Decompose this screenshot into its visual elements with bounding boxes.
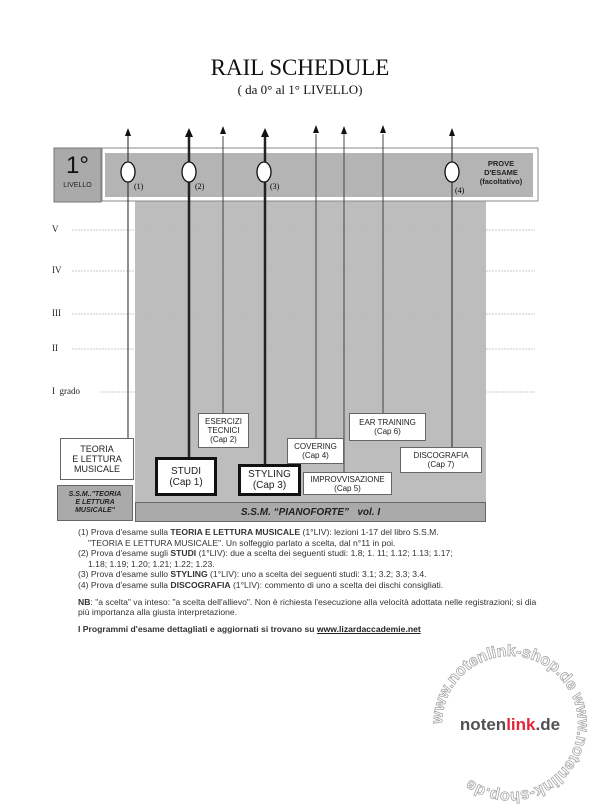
grade-label: I grado [52, 386, 80, 396]
box-line: STYLING [248, 469, 291, 480]
grade-label: V [52, 224, 59, 234]
box-line: TEORIA [80, 444, 114, 454]
note-1-cont: "TEORIA E LETTURA MUSICALE". Un solfeggio parlato a scelta, dal n°11 in poi. [88, 537, 396, 548]
note-text: (3) Prova d'esame sullo [78, 569, 171, 580]
box-covering [287, 438, 344, 464]
level-number: 1° [66, 152, 89, 179]
note-text: (1°LIV): due a scelta dei seguenti studi: 1.8; 1. 11; 1.12; 1.13; 1.17; [196, 548, 453, 559]
box-line: MUSICALE" [75, 507, 115, 514]
box-line: (Cap 7) [427, 460, 455, 469]
note-4 [78, 580, 538, 591]
box-styling [238, 464, 301, 496]
watermark-logo: notenlink.de [459, 715, 561, 734]
box-line: E LETTURA [72, 454, 122, 464]
marker-2: (2) [195, 182, 205, 191]
box-line: MUSICALE [73, 464, 120, 474]
note-nb [78, 597, 538, 618]
box-line: E LETTURA [75, 499, 115, 506]
page-title: RAIL SCHEDULE [210, 55, 390, 80]
note-text: (1) Prova d'esame sulla [78, 527, 171, 537]
note-bold: STUDI [170, 548, 197, 559]
box-line: COVERING [294, 442, 337, 451]
footer [78, 624, 538, 635]
box-line: DISCOGRAFIA [413, 451, 469, 460]
marker-4: (4) [455, 186, 465, 195]
box-line: ESERCIZI [205, 417, 242, 426]
arrow-icons [125, 125, 455, 137]
page-subtitle: ( da 0° al 1° LIVELLO) [237, 82, 363, 97]
nb-label: NB [78, 596, 91, 607]
box-ssm-pianoforte: S.S.M. “PIANOFORTE” vol. I [135, 502, 486, 522]
footer-link[interactable]: www.lizardaccademie.net [316, 623, 421, 634]
box-line: IMPROVVISAZIONE [310, 474, 385, 484]
box-line: STUDI [171, 465, 201, 477]
notes [78, 527, 538, 634]
box-line: (Cap 2) [210, 435, 237, 444]
box-line: S.S.M.."TEORIA [68, 491, 122, 498]
box-line: EAR TRAINING [359, 418, 416, 427]
note-bold: TEORIA E LETTURA MUSICALE [170, 527, 301, 537]
note-bold: STYLING [170, 569, 208, 580]
note-2 [78, 548, 538, 559]
note-bold: DISCOGRAFIA [170, 579, 231, 590]
exam-label [468, 159, 534, 186]
note-text: (1°LIV): uno a scelta dei seguenti studi: 3.1; 3.2; 3.3; 3.4. [207, 569, 427, 580]
exam-label-line: D'ESAME [484, 168, 518, 177]
note-text: (2) Prova d'esame sugli [78, 548, 171, 559]
box-discografia [400, 447, 482, 473]
marker-1: (1) [134, 182, 144, 191]
watermark [420, 638, 600, 809]
box-studi [155, 457, 217, 496]
footer-text: I Programmi d'esame dettagliati e aggiornati si trovano su [78, 623, 317, 634]
grade-label: IV [52, 265, 62, 275]
box-line: (Cap 3) [252, 480, 287, 491]
level-label: LIVELLO [63, 182, 92, 189]
note-1 [78, 527, 538, 538]
watermark-ring-text: www.notenlink-shop.de www.notenlink-shop.de [428, 642, 592, 806]
grade-label: III [52, 308, 61, 318]
box-line: (Cap 6) [374, 427, 401, 436]
note-text: (1°LIV): commento di uno a scelta dei dischi consigliati. [230, 579, 444, 590]
box-esercizi [198, 413, 249, 448]
box-line: (Cap 1) [169, 476, 203, 488]
nb-text: : "a scelta" va inteso: "a scelta dell'allievo". Non è richiesta l'esecuzione alla velocità adottata nelle registrazioni; si dia più importanza alla giusta interpretazione. [78, 596, 537, 618]
box-ear-training [349, 413, 426, 441]
marker-3: (3) [270, 182, 280, 191]
exam-label-line: PROVE [487, 159, 515, 168]
box-ssm-teoria [57, 485, 133, 521]
box-teoria [60, 438, 134, 480]
grade-label: II [52, 343, 58, 353]
box-line: (Cap 5) [334, 483, 361, 493]
box-improvvisazione [303, 472, 392, 495]
box-line: (Cap 4) [302, 451, 329, 460]
note-3 [78, 569, 538, 580]
note-2-cont: 1.18; 1.19; 1.20; 1.21; 1.22; 1.23. [88, 558, 215, 569]
note-text: (4) Prova d'esame sulla [78, 579, 171, 590]
box-line: TECNICI [207, 426, 240, 435]
note-text: (1°LIV): lezioni 1-17 del libro S.S.M. [300, 527, 439, 537]
exam-label-line: (facoltativo) [479, 177, 523, 186]
